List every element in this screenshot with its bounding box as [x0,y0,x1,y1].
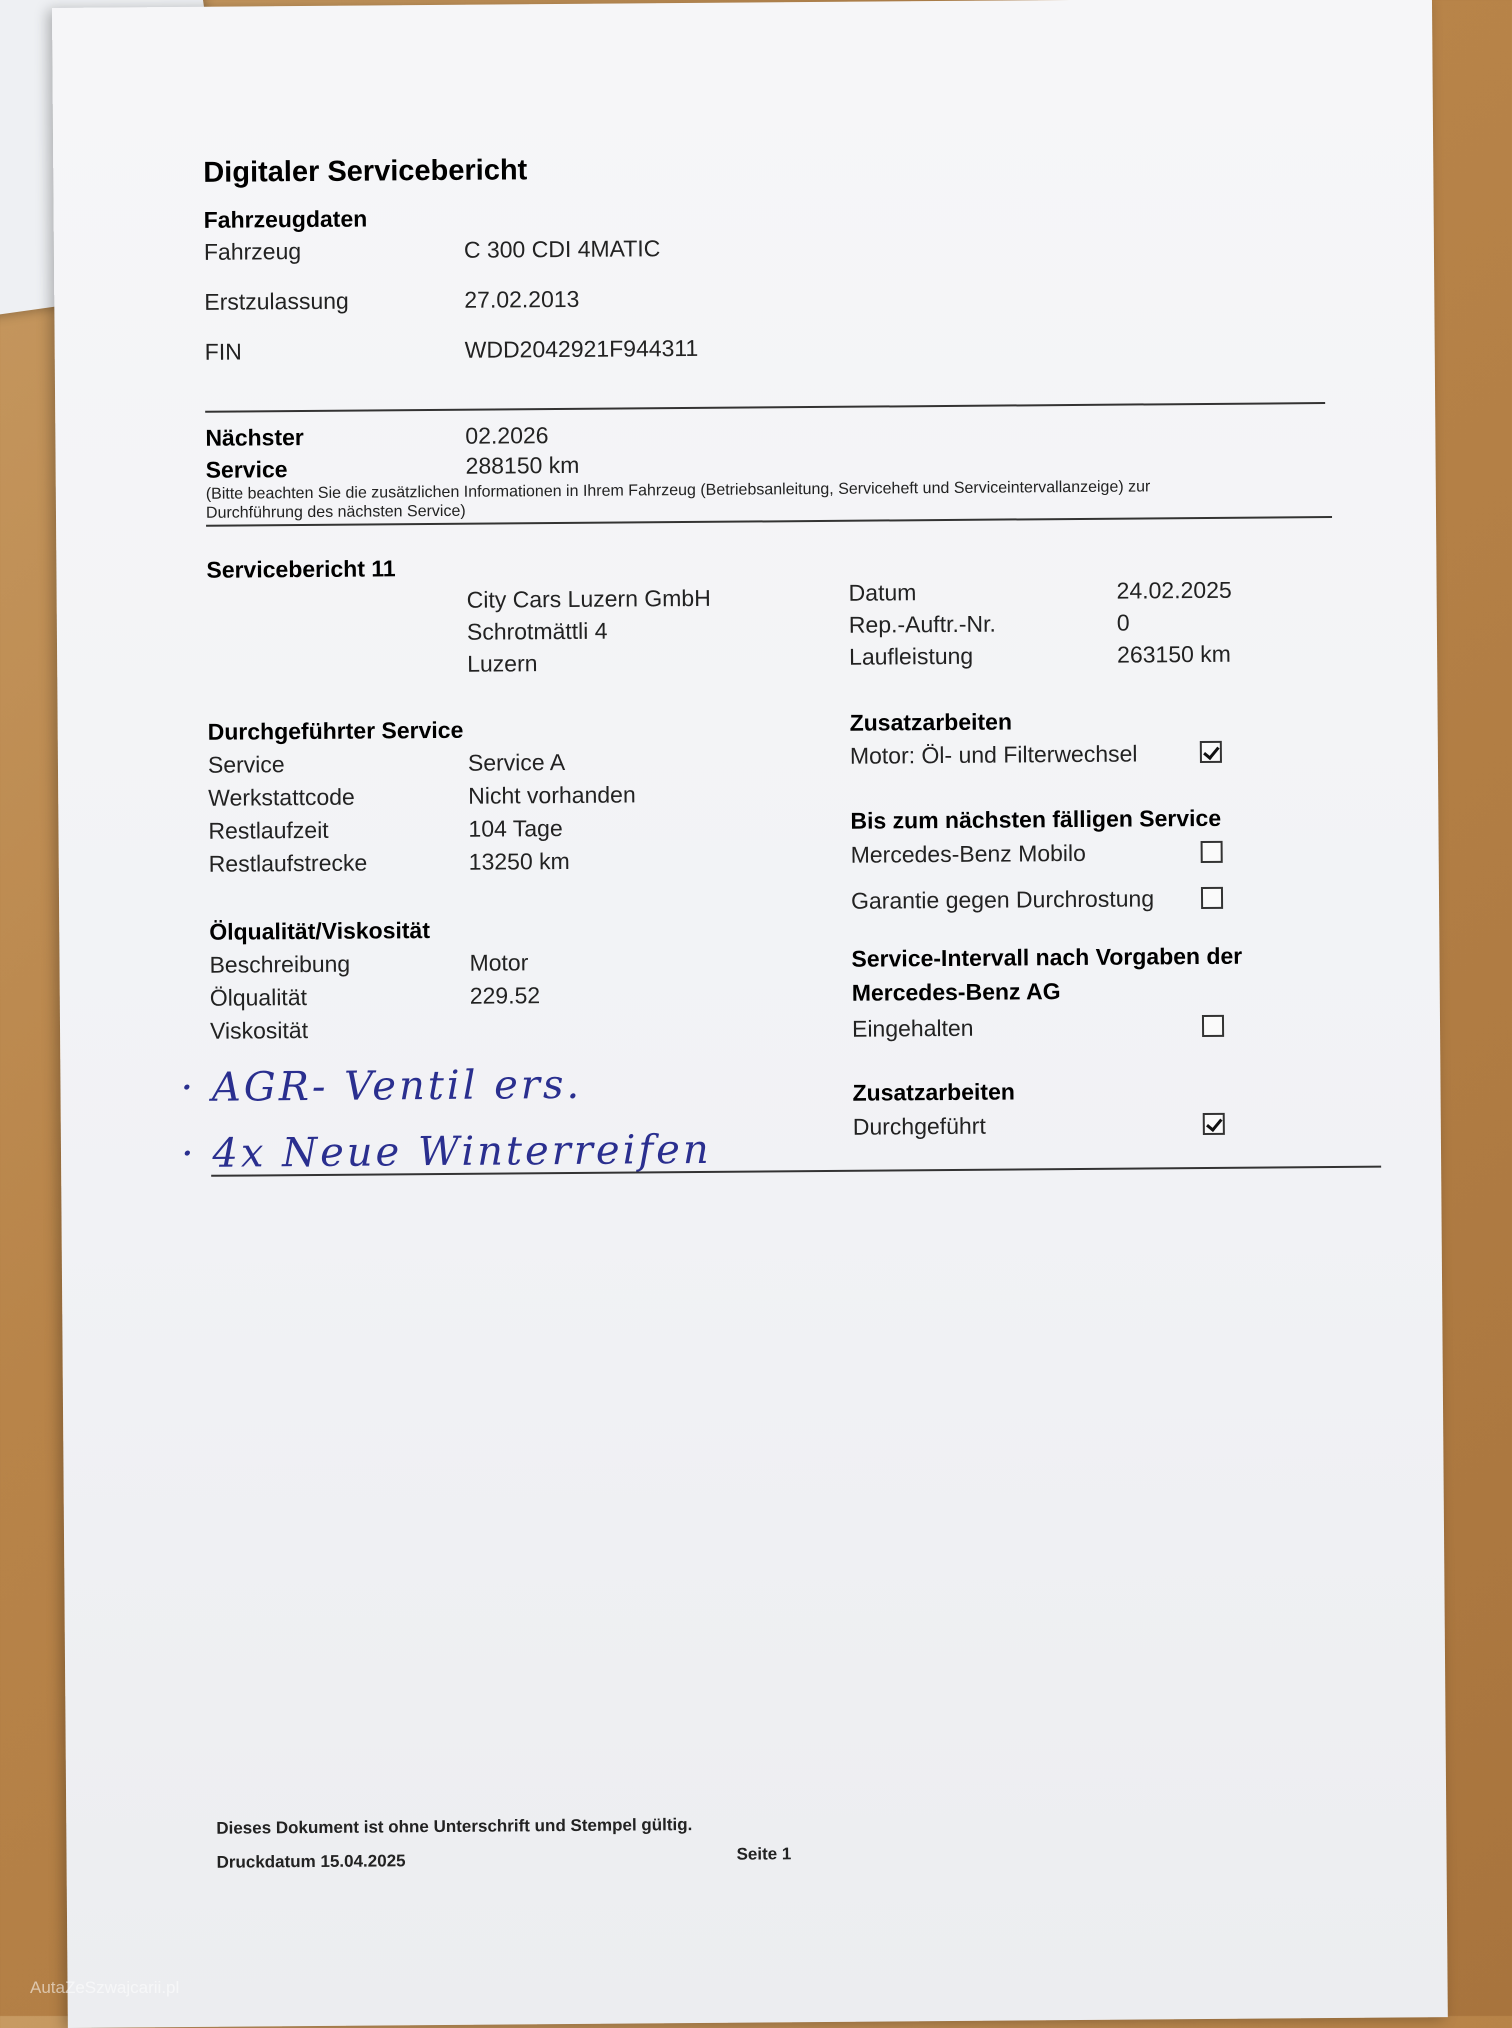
rust-warranty-label: Garantie gegen Durchrostung [850,885,1155,914]
report-heading: Servicebericht 11 [206,555,396,583]
service-report-page [52,0,1448,2028]
oil-heading: Ölqualität/Viskosität [209,917,431,945]
divider [205,402,1325,413]
dealer-street: Schrotmättli 4 [466,617,608,645]
oil-change-checkbox[interactable] [1200,741,1222,763]
dealer-city: Luzern [467,650,538,677]
document-title: Digitaler Servicebericht [203,154,528,189]
next-service-label-2: Service [205,456,288,483]
next-service-date: 02.2026 [465,422,549,449]
next-service-km: 288150 km [465,451,580,479]
oil-quality-label: Ölqualität [209,984,308,1011]
page-number: Seite 1 [736,1844,792,1864]
dealer-name: City Cars Luzern GmbH [466,584,711,613]
remaining-time-value: 104 Tage [468,815,563,842]
repair-order-value: 0 [1116,609,1130,636]
next-service-note: (Bitte beachten Sie die zusätzlichen Informationen in Ihrem Fahrzeug (Betriebsanleitung, Serviceheft und Serviceintervallanzeige) zur [205,478,1151,503]
vin-label: FIN [204,338,242,365]
vin-value: WDD2042921F944311 [464,334,699,363]
date-value: 24.02.2025 [1116,576,1232,604]
remaining-distance-value: 13250 km [468,847,570,875]
validity-note: Dieses Dokument ist ohne Unterschrift und Stempel gültig. [216,1815,693,1838]
handwritten-note-tires: · 4x Neue Winterreifen [180,1126,712,1178]
mobilo-label: Mercedes-Benz Mobilo [850,839,1086,868]
extra-work-done-label: Durchgeführt [852,1112,986,1140]
print-date: Druckdatum 15.04.2025 [216,1851,406,1872]
vehicle-label: Fahrzeug [203,238,302,265]
until-next-service-heading: Bis zum nächsten fälligen Service [850,804,1222,834]
service-interval-heading: Service-Intervall nach Vorgaben der [851,942,1243,972]
workshop-code-value: Nicht vorhanden [468,781,636,809]
date-label: Datum [848,579,917,606]
handwritten-note-egr: · AGR- Ventil ers. [180,1061,583,1112]
next-service-label: Nächster [205,424,304,451]
viscosity-label: Viskosität [209,1017,309,1044]
rust-warranty-checkbox[interactable] [1201,887,1223,909]
performed-service-heading: Durchgeführter Service [207,716,464,745]
mileage-value: 263150 km [1117,640,1232,668]
remaining-distance-label: Restlaufstrecke [208,849,368,877]
first-registration-label: Erstzulassung [204,287,349,315]
mileage-label: Laufleistung [849,642,974,670]
vehicle-value: C 300 CDI 4MATIC [463,235,661,263]
oil-change-label: Motor: Öl- und Filterwechsel [849,740,1138,769]
interval-kept-label: Eingehalten [851,1014,974,1042]
extra-work-done-checkbox[interactable] [1203,1113,1225,1135]
extra-work-2-heading: Zusatzarbeiten [852,1078,1015,1106]
service-value: Service A [467,748,566,776]
remaining-time-label: Restlaufzeit [208,816,329,844]
next-service-note-2: Durchführung des nächsten Service) [205,502,466,522]
oil-description-label: Beschreibung [209,950,351,978]
first-registration-value: 27.02.2013 [464,285,580,313]
watermark: AutaZeSzwajcarii.pl [30,1978,180,1997]
mobilo-checkbox[interactable] [1201,841,1223,863]
oil-quality-value: 229.52 [469,982,541,1009]
extra-work-heading: Zusatzarbeiten [849,708,1013,736]
service-label: Service [207,751,285,778]
service-interval-heading-2: Mercedes-Benz AG [851,978,1061,1006]
vehicle-data-heading: Fahrzeugdaten [203,205,368,233]
interval-kept-checkbox[interactable] [1202,1015,1224,1037]
repair-order-label: Rep.-Auftr.-Nr. [848,610,996,638]
oil-description-value: Motor [469,949,529,976]
workshop-code-label: Werkstattcode [208,783,355,811]
